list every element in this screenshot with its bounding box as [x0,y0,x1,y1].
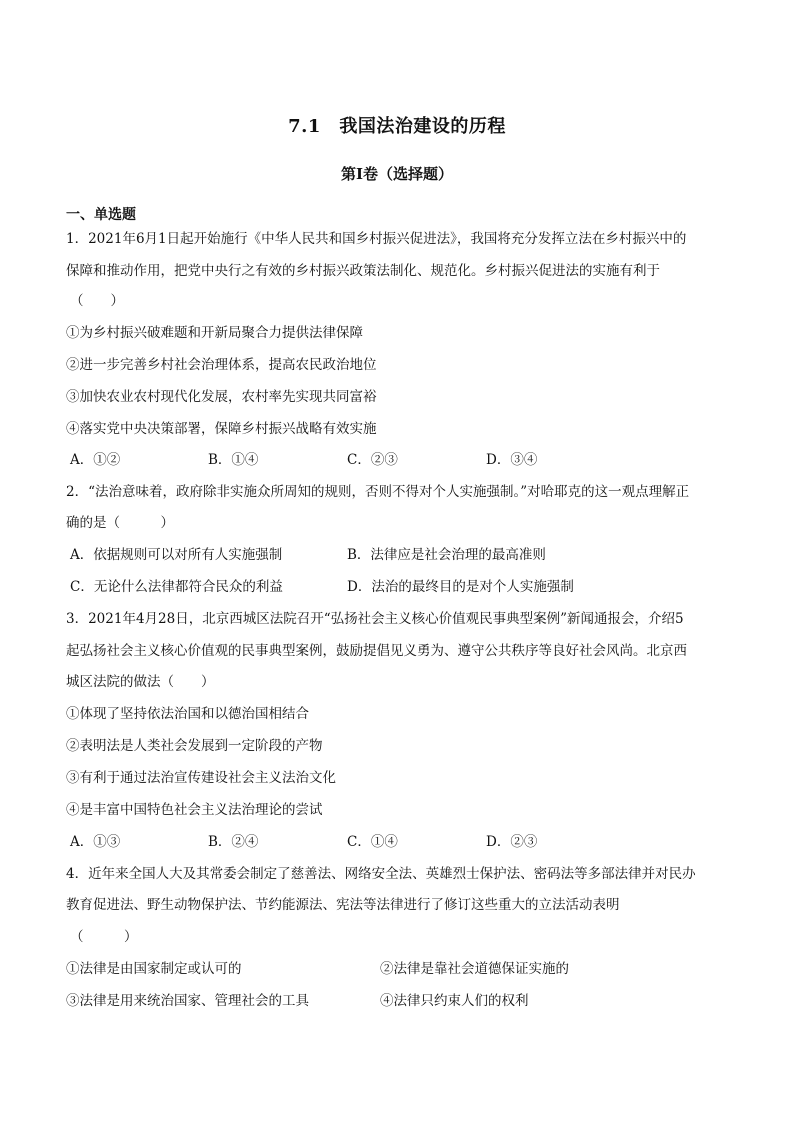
q1-option-a: A．①② [70,452,121,468]
q1-stem-line-2: 保障和推动作用，把党中央行之有效的乡村振兴政策法制化、规范化。乡村振兴促进法的实施有利于 [66,263,660,279]
q1-option-b: B．①④ [208,452,259,468]
q1-stem-line-1: 1．2021年6月1日起开始施行《中华人民共和国乡村振兴促进法》，我国将充分发挥立法在乡村振兴中的 [66,231,687,247]
q1-item-4: ④落实党中央决策部署，保障乡村振兴战略有效实施 [66,421,377,437]
q3-stem-line-2: 起弘扬社会主义核心价值观的民事典型案例，鼓励提倡见义勇为、遵守公共秩序等良好社会风尚。北京西 [66,643,687,659]
q3-option-c: C．①④ [347,834,398,850]
q2-option-b: B．法律应是社会治理的最高准则 [347,547,546,563]
q2-option-d: D．法治的最终目的是对个人实施强制 [347,579,574,595]
q4-item-3: ③法律是用来统治国家、管理社会的工具 [66,993,309,1009]
page-title: 7.1 我国法治建设的历程 [288,116,506,137]
q4-answer-blank: （ ） [70,929,138,945]
q1-answer-blank: （ ） [70,293,124,309]
q3-option-d: D．②③ [486,834,538,850]
q1-item-3: ③加快农业农村现代化发展，农村率先实现共同富裕 [66,389,377,405]
q3-option-b: B．②④ [208,834,259,850]
q4-stem-line-1: 4．近年来全国人大及其常委会制定了慈善法、网络安全法、英雄烈士保护法、密码法等多部法律并对民办 [66,866,696,882]
q2-stem-line-1: 2．“法治意味着，政府除非实施众所周知的规则，否则不得对个人实施强制。”对哈耶克的这一观点理解正 [66,484,690,500]
q3-stem-line-1: 3．2021年4月28日，北京西城区法院召开“弘扬社会主义核心价值观民事典型案例”新闻通报会，介绍5 [66,611,684,627]
q4-item-1: ①法律是由国家制定或认可的 [66,961,242,977]
q1-option-c: C．②③ [347,452,398,468]
q3-item-3: ③有利于通过法治宣传建设社会主义法治文化 [66,770,336,786]
q2-option-c: C．无论什么法律都符合民众的利益 [70,579,283,595]
q3-stem-line-3: 城区法院的做法（ ） [66,674,215,690]
section-heading: 一、单选题 [66,207,136,223]
q4-item-2: ②法律是靠社会道德保证实施的 [380,961,569,977]
q1-item-1: ①为乡村振兴破难题和开新局聚合力提供法律保障 [66,325,363,341]
q3-option-a: A．①③ [70,834,121,850]
q2-stem-line-2: 确的是（ ） [66,515,174,531]
q4-stem-line-2: 教育促进法、野生动物保护法、节约能源法、宪法等法律进行了修订这些重大的立法活动表明 [66,897,620,913]
q4-item-4: ④法律只约束人们的权利 [380,993,529,1009]
volume-subtitle: 第I卷（选择题） [340,165,454,183]
q3-item-4: ④是丰富中国特色社会主义法治理论的尝试 [66,802,323,818]
q3-item-1: ①体现了坚持依法治国和以德治国相结合 [66,706,309,722]
q2-option-a: A．依据规则可以对所有人实施强制 [70,547,283,563]
q1-item-2: ②进一步完善乡村社会治理体系，提高农民政治地位 [66,357,377,373]
q3-item-2: ②表明法是人类社会发展到一定阶段的产物 [66,738,323,754]
q1-option-d: D．③④ [486,452,538,468]
